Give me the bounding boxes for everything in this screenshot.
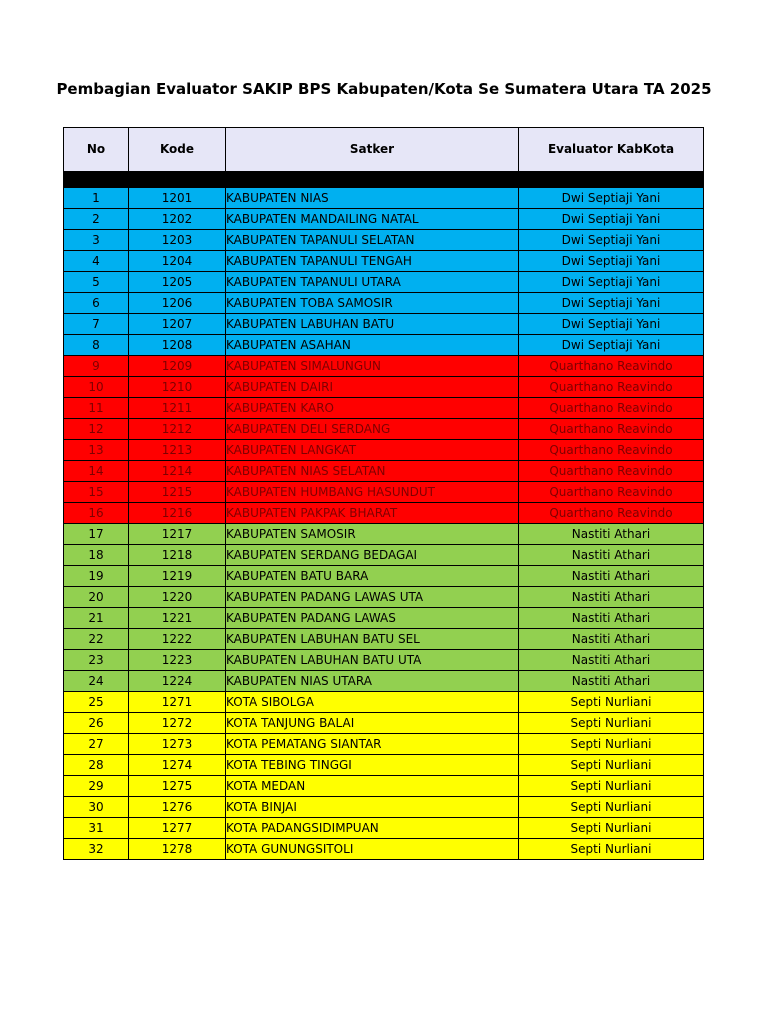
table-row (64, 797, 704, 818)
cell-kode: 1209 (129, 356, 226, 377)
cell-satker: KABUPATEN KARO (226, 398, 519, 419)
cell-evaluator: Nastiti Athari (519, 566, 704, 587)
cell-no: 10 (64, 377, 129, 398)
table-row (64, 692, 704, 713)
cell-kode: 1208 (129, 335, 226, 356)
table-row (64, 671, 704, 692)
cell-evaluator: Septi Nurliani (519, 818, 704, 839)
cell-kode: 1221 (129, 608, 226, 629)
cell-evaluator: Quarthano Reavindo (519, 419, 704, 440)
cell-evaluator: Dwi Septiaji Yani (519, 314, 704, 335)
table-row (64, 335, 704, 356)
cell-kode: 1277 (129, 818, 226, 839)
table-row (64, 818, 704, 839)
separator-cell (226, 172, 519, 188)
table-row (64, 209, 704, 230)
cell-satker: KOTA MEDAN (226, 776, 519, 797)
cell-no: 16 (64, 503, 129, 524)
cell-no: 1 (64, 188, 129, 209)
table-row (64, 629, 704, 650)
header-evaluator: Evaluator KabKota (519, 128, 704, 172)
cell-evaluator: Septi Nurliani (519, 713, 704, 734)
separator-cell (129, 172, 226, 188)
cell-kode: 1206 (129, 293, 226, 314)
cell-satker: KOTA PADANGSIDIMPUAN (226, 818, 519, 839)
table-row (64, 839, 704, 860)
cell-satker: KOTA BINJAI (226, 797, 519, 818)
table-body (64, 172, 704, 860)
cell-evaluator: Dwi Septiaji Yani (519, 230, 704, 251)
cell-no: 28 (64, 755, 129, 776)
cell-satker: KABUPATEN NIAS SELATAN (226, 461, 519, 482)
cell-no: 11 (64, 398, 129, 419)
cell-no: 27 (64, 734, 129, 755)
table-row (64, 461, 704, 482)
cell-kode: 1275 (129, 776, 226, 797)
cell-satker: KABUPATEN PADANG LAWAS (226, 608, 519, 629)
cell-kode: 1207 (129, 314, 226, 335)
cell-evaluator: Quarthano Reavindo (519, 482, 704, 503)
separator-cell (519, 172, 704, 188)
cell-kode: 1224 (129, 671, 226, 692)
cell-no: 14 (64, 461, 129, 482)
cell-evaluator: Septi Nurliani (519, 734, 704, 755)
table-row (64, 419, 704, 440)
cell-satker: KABUPATEN ASAHAN (226, 335, 519, 356)
cell-kode: 1213 (129, 440, 226, 461)
cell-evaluator: Dwi Septiaji Yani (519, 272, 704, 293)
cell-no: 26 (64, 713, 129, 734)
header-satker: Satker (226, 128, 519, 172)
cell-no: 25 (64, 692, 129, 713)
table-header (64, 128, 704, 172)
cell-evaluator: Septi Nurliani (519, 797, 704, 818)
cell-kode: 1212 (129, 419, 226, 440)
cell-evaluator: Nastiti Athari (519, 545, 704, 566)
cell-evaluator: Septi Nurliani (519, 776, 704, 797)
cell-no: 15 (64, 482, 129, 503)
cell-satker: KOTA GUNUNGSITOLI (226, 839, 519, 860)
cell-satker: KABUPATEN LABUHAN BATU UTA (226, 650, 519, 671)
cell-no: 21 (64, 608, 129, 629)
table-row (64, 734, 704, 755)
table-row (64, 503, 704, 524)
cell-evaluator: Nastiti Athari (519, 524, 704, 545)
cell-evaluator: Nastiti Athari (519, 629, 704, 650)
cell-kode: 1202 (129, 209, 226, 230)
table-row (64, 356, 704, 377)
cell-evaluator: Dwi Septiaji Yani (519, 335, 704, 356)
cell-evaluator: Quarthano Reavindo (519, 398, 704, 419)
cell-no: 5 (64, 272, 129, 293)
cell-evaluator: Nastiti Athari (519, 587, 704, 608)
cell-evaluator: Septi Nurliani (519, 755, 704, 776)
cell-evaluator: Nastiti Athari (519, 671, 704, 692)
cell-no: 32 (64, 839, 129, 860)
cell-evaluator: Dwi Septiaji Yani (519, 251, 704, 272)
cell-kode: 1203 (129, 230, 226, 251)
cell-evaluator: Dwi Septiaji Yani (519, 209, 704, 230)
cell-kode: 1278 (129, 839, 226, 860)
cell-evaluator: Nastiti Athari (519, 650, 704, 671)
table-row (64, 650, 704, 671)
table-row (64, 776, 704, 797)
cell-satker: KABUPATEN SAMOSIR (226, 524, 519, 545)
cell-no: 19 (64, 566, 129, 587)
table-row (64, 482, 704, 503)
table-row (64, 566, 704, 587)
cell-no: 30 (64, 797, 129, 818)
cell-satker: KABUPATEN LABUHAN BATU SEL (226, 629, 519, 650)
cell-satker: KOTA TANJUNG BALAI (226, 713, 519, 734)
table-row (64, 293, 704, 314)
cell-evaluator: Quarthano Reavindo (519, 356, 704, 377)
cell-satker: KABUPATEN MANDAILING NATAL (226, 209, 519, 230)
cell-evaluator: Quarthano Reavindo (519, 503, 704, 524)
separator-row (64, 172, 704, 188)
cell-evaluator: Quarthano Reavindo (519, 461, 704, 482)
cell-satker: KOTA PEMATANG SIANTAR (226, 734, 519, 755)
cell-kode: 1222 (129, 629, 226, 650)
cell-satker: KABUPATEN LABUHAN BATU (226, 314, 519, 335)
cell-no: 18 (64, 545, 129, 566)
table-row (64, 524, 704, 545)
cell-kode: 1217 (129, 524, 226, 545)
cell-kode: 1220 (129, 587, 226, 608)
table-row (64, 377, 704, 398)
cell-satker: KABUPATEN DELI SERDANG (226, 419, 519, 440)
cell-no: 31 (64, 818, 129, 839)
cell-no: 12 (64, 419, 129, 440)
cell-satker: KABUPATEN SIMALUNGUN (226, 356, 519, 377)
cell-kode: 1210 (129, 377, 226, 398)
cell-kode: 1272 (129, 713, 226, 734)
cell-no: 24 (64, 671, 129, 692)
table-row (64, 713, 704, 734)
header-row (64, 128, 704, 172)
cell-kode: 1274 (129, 755, 226, 776)
cell-evaluator: Septi Nurliani (519, 839, 704, 860)
cell-no: 3 (64, 230, 129, 251)
cell-satker: KOTA TEBING TINGGI (226, 755, 519, 776)
cell-satker: KABUPATEN PAKPAK BHARAT (226, 503, 519, 524)
cell-no: 6 (64, 293, 129, 314)
cell-kode: 1223 (129, 650, 226, 671)
cell-no: 29 (64, 776, 129, 797)
table-row (64, 398, 704, 419)
cell-satker: KABUPATEN TOBA SAMOSIR (226, 293, 519, 314)
cell-kode: 1211 (129, 398, 226, 419)
cell-kode: 1214 (129, 461, 226, 482)
cell-satker: KABUPATEN BATU BARA (226, 566, 519, 587)
cell-no: 2 (64, 209, 129, 230)
cell-kode: 1205 (129, 272, 226, 293)
cell-satker: KABUPATEN NIAS (226, 188, 519, 209)
table-row (64, 272, 704, 293)
document-title: Pembagian Evaluator SAKIP BPS Kabupaten/Kota Se Sumatera Utara TA 2025 (56, 80, 712, 98)
cell-kode: 1271 (129, 692, 226, 713)
cell-no: 17 (64, 524, 129, 545)
cell-no: 8 (64, 335, 129, 356)
header-kode: Kode (129, 128, 226, 172)
cell-satker: KABUPATEN HUMBANG HASUNDUT (226, 482, 519, 503)
header-no: No (64, 128, 129, 172)
cell-kode: 1219 (129, 566, 226, 587)
cell-kode: 1204 (129, 251, 226, 272)
separator-cell (64, 172, 129, 188)
cell-kode: 1215 (129, 482, 226, 503)
cell-satker: KABUPATEN LANGKAT (226, 440, 519, 461)
cell-satker: KABUPATEN NIAS UTARA (226, 671, 519, 692)
table-row (64, 314, 704, 335)
cell-kode: 1273 (129, 734, 226, 755)
cell-satker: KABUPATEN SERDANG BEDAGAI (226, 545, 519, 566)
cell-evaluator: Dwi Septiaji Yani (519, 293, 704, 314)
cell-evaluator: Septi Nurliani (519, 692, 704, 713)
cell-satker: KABUPATEN PADANG LAWAS UTA (226, 587, 519, 608)
cell-kode: 1216 (129, 503, 226, 524)
cell-evaluator: Nastiti Athari (519, 608, 704, 629)
cell-evaluator: Quarthano Reavindo (519, 440, 704, 461)
table-row (64, 188, 704, 209)
cell-satker: KOTA SIBOLGA (226, 692, 519, 713)
cell-satker: KABUPATEN TAPANULI UTARA (226, 272, 519, 293)
cell-no: 4 (64, 251, 129, 272)
evaluator-table (63, 127, 704, 860)
cell-no: 9 (64, 356, 129, 377)
table-row (64, 755, 704, 776)
table-row (64, 440, 704, 461)
cell-kode: 1201 (129, 188, 226, 209)
cell-no: 20 (64, 587, 129, 608)
table-row (64, 230, 704, 251)
cell-no: 22 (64, 629, 129, 650)
cell-no: 13 (64, 440, 129, 461)
table-row (64, 608, 704, 629)
table-row (64, 587, 704, 608)
cell-satker: KABUPATEN TAPANULI TENGAH (226, 251, 519, 272)
table-row (64, 545, 704, 566)
cell-no: 7 (64, 314, 129, 335)
cell-satker: KABUPATEN TAPANULI SELATAN (226, 230, 519, 251)
cell-evaluator: Dwi Septiaji Yani (519, 188, 704, 209)
cell-no: 23 (64, 650, 129, 671)
cell-kode: 1218 (129, 545, 226, 566)
table-row (64, 251, 704, 272)
cell-kode: 1276 (129, 797, 226, 818)
cell-evaluator: Quarthano Reavindo (519, 377, 704, 398)
cell-satker: KABUPATEN DAIRI (226, 377, 519, 398)
